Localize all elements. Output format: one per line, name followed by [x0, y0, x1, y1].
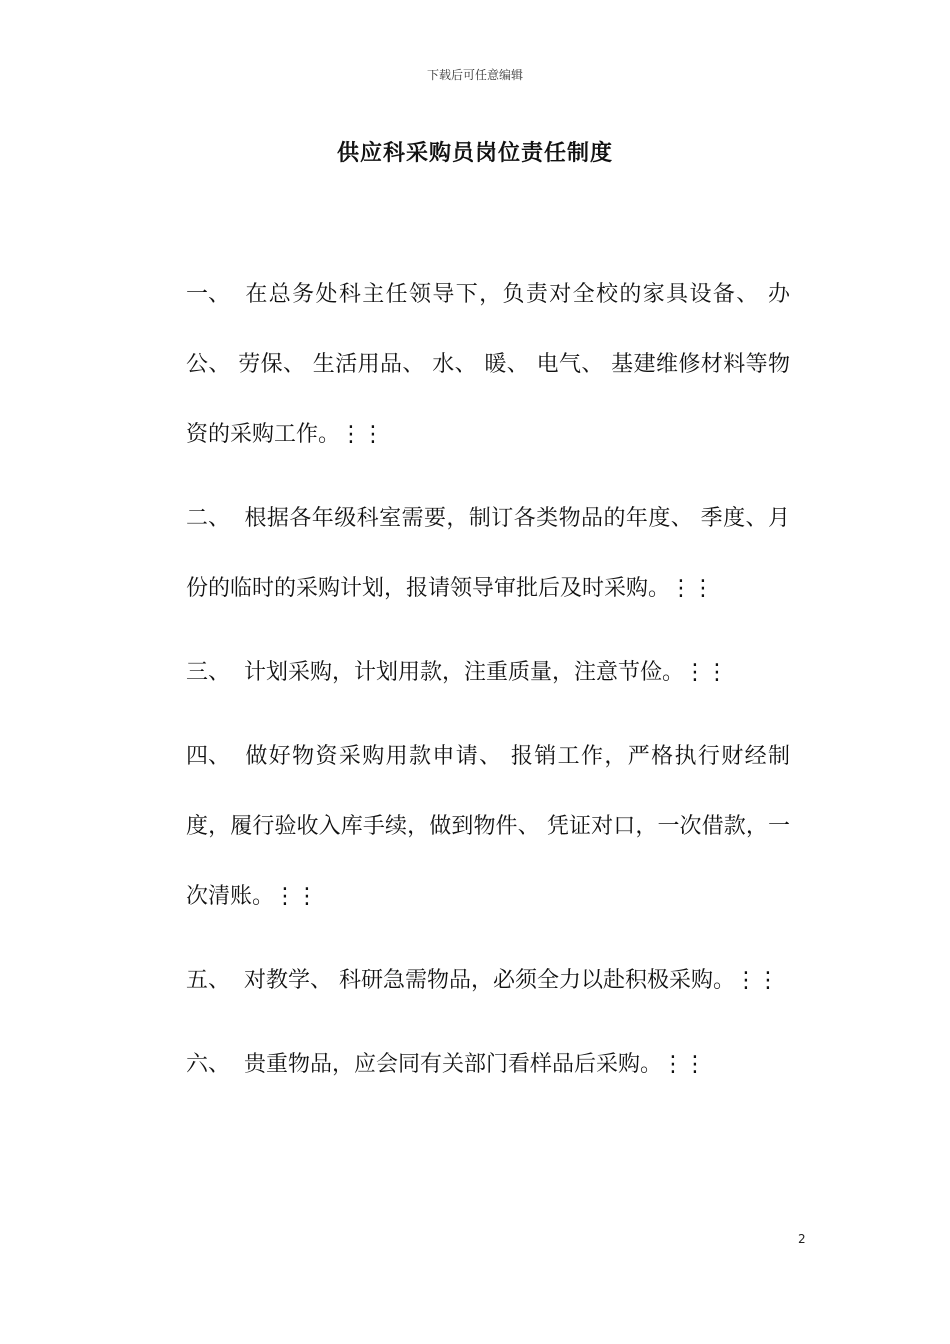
clause-3 [186, 638, 790, 708]
clause-number: 四、 [186, 744, 231, 769]
clause-number: 五、 [186, 968, 231, 993]
clause-6 [186, 1030, 790, 1100]
clause-list [186, 260, 790, 1114]
clause-number: 一、 [186, 282, 231, 307]
clause-number: 二、 [186, 506, 231, 531]
clause-text: 做好物资采购用款申请、 报销工作，严格执行财经制度，履行验收入库手续，做到物件、 凭证对口，一次借款，一次清账。⋮⋮ [186, 744, 790, 909]
page-number: 2 [798, 1232, 806, 1246]
clause-text: 贵重物品，应会同有关部门看样品后采购。⋮⋮ [244, 1052, 707, 1077]
header-note: 下载后可任意编辑 [426, 68, 523, 82]
document-title: 供应科采购员岗位责任制度 [336, 141, 613, 166]
clause-2 [186, 484, 790, 624]
clause-number: 六、 [186, 1052, 231, 1077]
clause-number: 三、 [186, 660, 231, 685]
clause-1 [186, 260, 790, 470]
clause-text: 根据各年级科室需要，制订各类物品的年度、 季度、月份的临时的采购计划，报请领导审批后及时采购。⋮⋮ [186, 506, 790, 601]
clause-text: 在总务处科主任领导下，负责对全校的家具设备、 办公、 劳保、 生活用品、 水、 暖、 电气、 基建维修材料等物资的采购工作。⋮⋮ [186, 282, 790, 447]
clause-5 [186, 946, 790, 1016]
clause-4 [186, 722, 790, 932]
clause-text: 对教学、 科研急需物品，必须全力以赴积极采购。⋮⋮ [244, 968, 779, 993]
clause-text: 计划采购，计划用款，注重质量，注意节俭。⋮⋮ [244, 660, 729, 685]
